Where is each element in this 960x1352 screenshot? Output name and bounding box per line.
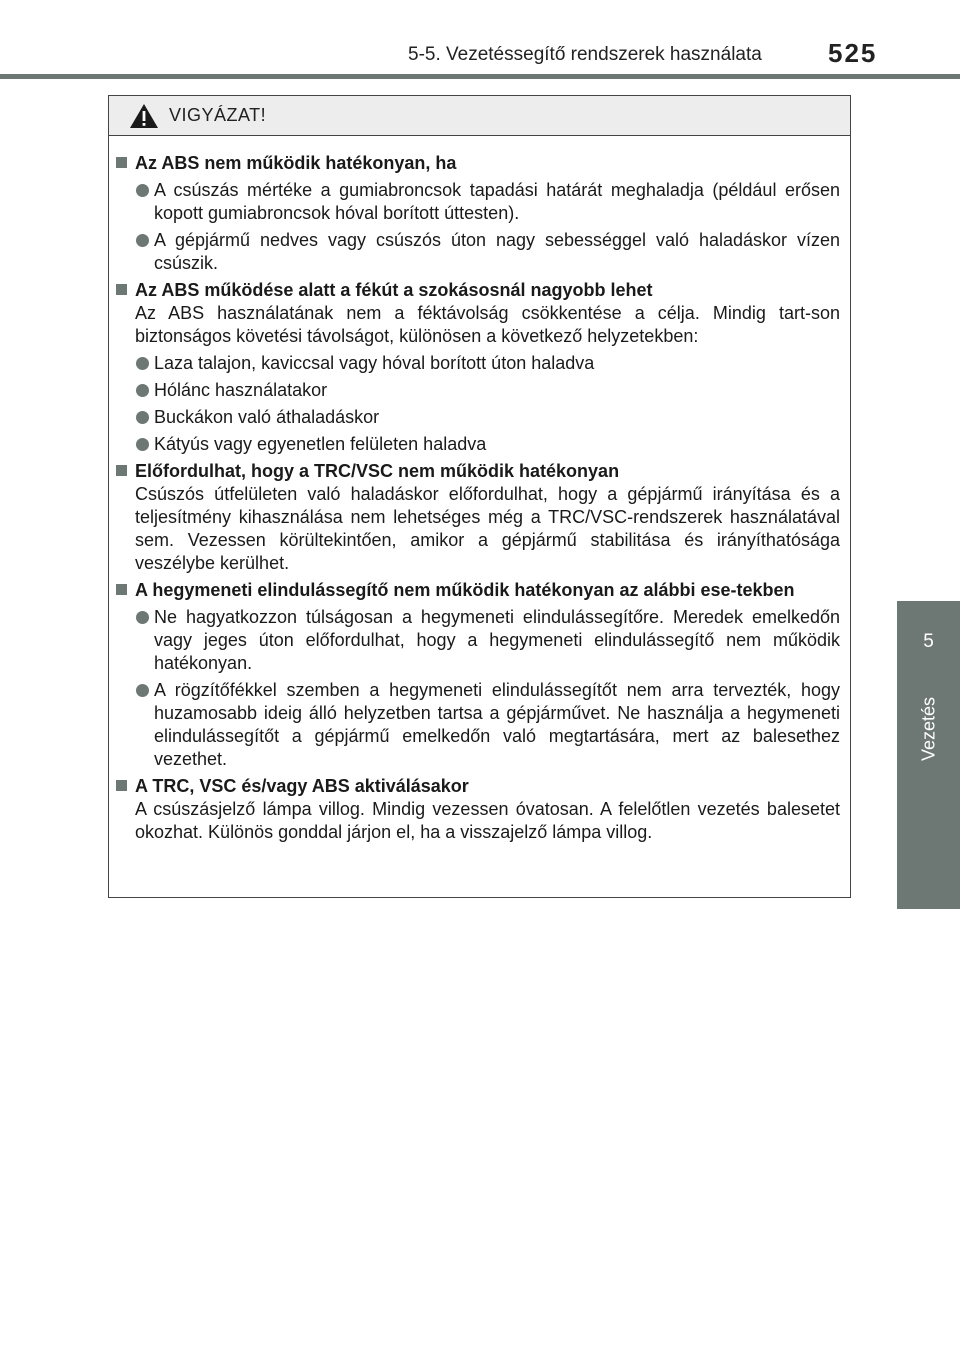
bullet-item: Hólánc használatakor <box>116 379 840 402</box>
warning-body <box>109 136 850 844</box>
section-hill-start-assist <box>116 579 840 771</box>
section-abs-braking-distance <box>116 279 840 456</box>
section-activation <box>116 775 840 844</box>
bullet-item: Buckákon való áthaladáskor <box>116 406 840 429</box>
header-rule <box>0 74 960 79</box>
section-title: A hegymeneti elindulássegítő nem működik hatékonyan az alábbi ese-tekben <box>116 579 840 602</box>
page-number: 525 <box>828 38 878 68</box>
warning-title: VIGYÁZAT! <box>169 105 267 125</box>
header-title: 5-5. Vezetéssegítő rendszerek használata <box>408 44 762 65</box>
section-text: A csúszásjelző lámpa villog. Mindig vezessen óvatosan. A felelőtlen vezetés balesetet okozhat. Különös gonddal járjon el, ha a visszajelző lámpa villog. <box>135 799 840 842</box>
warning-header <box>109 96 850 136</box>
section-text: Az ABS használatának nem a féktávolság csökkentése a célja. Mindig tart-son biztonságos követési távolságot, különösen a következő helyzetekben: <box>135 303 840 346</box>
section-title: Előfordulhat, hogy a TRC/VSC nem működik hatékonyan <box>116 460 840 483</box>
warning-triangle-icon <box>129 103 159 129</box>
section-trc-vsc-ineffective <box>116 460 840 575</box>
bullet-item: Ne hagyatkozzon túlságosan a hegymeneti elindulássegítőre. Meredek emelkedőn vagy jeges úton előfordulhat, hogy a hegymeneti elindulássegítő nem működik hatékonyan. <box>116 606 840 675</box>
side-tab-number: 5 <box>897 601 960 683</box>
warning-box <box>108 95 851 898</box>
section-title: A TRC, VSC és/vagy ABS aktiválásakor <box>116 775 840 798</box>
bullet-item: A rögzítőfékkel szemben a hegymeneti elindulássegítőt nem arra tervezték, hogy huzamosabb ideig álló helyzetben tartsa a gépjárművet. Ne használja a hegymeneti elindulássegítőt a gépjármű emelkedőn való megtartására, mert az balesethez vezethet. <box>116 679 840 771</box>
bullet-item: A gépjármű nedves vagy csúszós úton nagy sebességgel való haladáskor vízen csúszik. <box>116 229 840 275</box>
bullet-item: A csúszás mértéke a gumiabroncsok tapadási határát meghaladja (például erősen kopott gumiabroncsok hóval borított úttesten). <box>116 179 840 225</box>
bullet-item: Laza talajon, kaviccsal vagy hóval borított úton haladva <box>116 352 840 375</box>
section-title: Az ABS nem működik hatékonyan, ha <box>116 152 840 175</box>
side-tab-label <box>897 683 960 909</box>
section-text: Csúszós útfelületen való haladáskor előfordulhat, hogy a gépjármű irányítása és a teljesítmény kihasználása nem lehetséges még a TRC/VSC-rendszerek használatával sem. Vezessen körültekintően, amikor a gépjármű stabilitása és irányíthatósága veszélybe kerülhet. <box>135 484 840 573</box>
side-tab-label-text: Vezetés <box>918 697 938 762</box>
section-abs-ineffective <box>116 152 840 275</box>
section-title: Az ABS működése alatt a fékút a szokásosnál nagyobb lehet <box>116 279 840 302</box>
bullet-item: Kátyús vagy egyenetlen felületen haladva <box>116 433 840 456</box>
